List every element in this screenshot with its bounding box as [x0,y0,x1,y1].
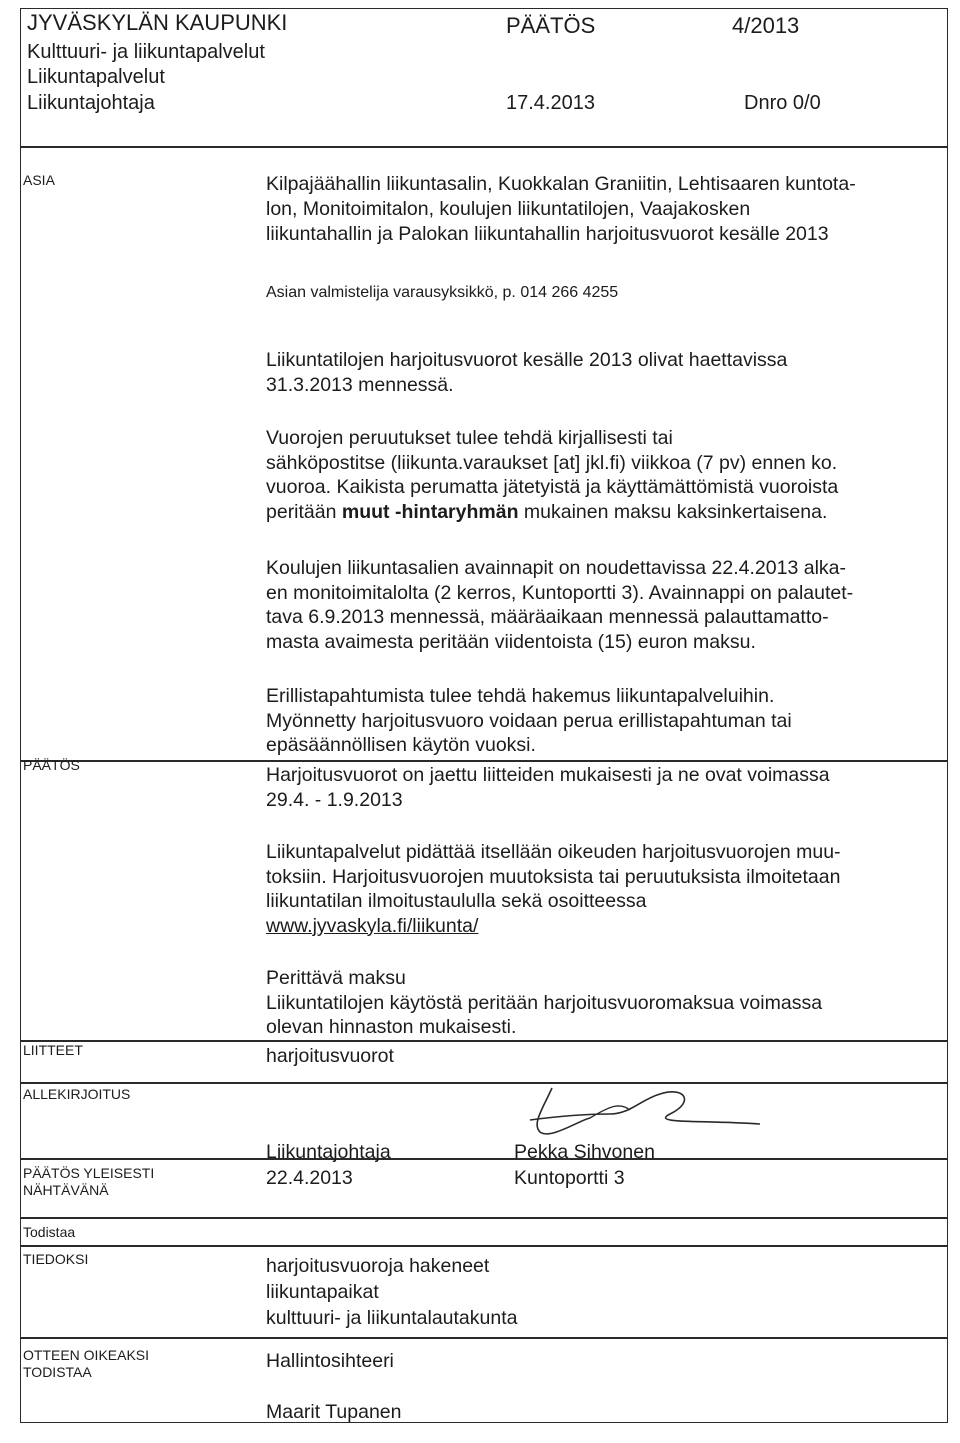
asia-title-line-1: Kilpajäähallin liikuntasalin, Kuokkalan Graniitin, Lehtisaaren kuntota- [266,173,856,195]
label-liitteet: LIITTEET [23,1042,83,1058]
rule-tiedoksi [20,1245,948,1247]
body-para-2-line-1: Vuorojen peruutukset tulee tehdä kirjallisesti tai [266,427,673,449]
body-para-1-line-1: Liikuntatilojen harjoitusvuorot kesälle 2013 olivat haettavissa [266,349,788,371]
asia-valmistelija: Asian valmistelija varausyksikkö, p. 014 266 4255 [266,284,619,301]
otteen-role: Hallintosihteeri [266,1350,394,1372]
unit-line-1: Kulttuuri- ja liikuntapalvelut [27,41,265,63]
signature-name: Pekka Sihvonen [514,1141,655,1163]
price-group-emphasis: muut -hintaryhmän [341,500,519,523]
doc-date: 17.4.2013 [506,92,595,114]
label-nahtavana: NÄHTÄVÄNÄ [23,1182,109,1198]
unit-line-2: Liikuntapalvelut [27,66,165,88]
body-para-3-line-1: Koulujen liikuntasalien avainnapit on noudettavissa 22.4.2013 alka- [266,557,846,579]
label-todistaa-2: TODISTAA [23,1364,92,1380]
rule-liitteet [20,1040,948,1042]
body-para-4-line-2: Myönnetty harjoitusvuoro voidaan perua erillistapahtuman tai [266,709,792,732]
body-para-4-line-1: Erillistapahtumista tulee tehdä hakemus liikuntapalveluihin. [266,685,775,707]
paatos-para-1-line-2: 29.4. - 1.9.2013 [266,788,403,811]
rule-allekirjoitus [20,1082,948,1084]
paatos-para-2-line-4 [266,914,938,939]
otteen-name: Maarit Tupanen [266,1401,402,1423]
paatos-para-2-line-1: Liikuntapalvelut pidättää itsellään oikeuden harjoitusvuorojen muu- [266,841,841,863]
paatos-para-1 [266,763,938,812]
asia-title [266,172,938,247]
label-paatos: PÄÄTÖS [23,757,80,773]
tiedoksi-recipient-2: liikuntapaikat [266,1281,379,1303]
rule-otteen [20,1337,948,1339]
unit-line-3: Liikuntajohtaja [27,92,155,114]
body-para-2-line-4 [266,500,938,525]
liikunta-link[interactable]: www.jyvaskyla.fi/liikunta/ [266,914,479,937]
body-para-2 [266,426,938,524]
paatos-para-2 [266,840,938,938]
rule-paatos [20,760,948,762]
paatos-para-2-line-3: liikuntatilan ilmoitustaululla sekä osoitteessa [266,890,647,912]
body-para-2-line-4-a: peritään [266,500,342,523]
paatos-para-1-line-1: Harjoitusvuorot on jaettu liitteiden mukaisesti ja ne ovat voimassa [266,764,830,786]
signature-date: 22.4.2013 [266,1167,353,1189]
tiedoksi-recipient-1: harjoitusvuoroja hakeneet [266,1255,490,1277]
label-otteen-oikeaksi: OTTEEN OIKEAKSI [23,1347,150,1363]
paatos-para-3-line-3: olevan hinnaston mukaisesti. [266,1016,517,1038]
signature-title: Liikuntajohtaja [266,1141,391,1163]
body-para-3-line-4: masta avaimesta peritään viidentoista (15) euron maksu. [266,630,756,653]
body-para-2-line-4-c: mukainen maksu kaksinkertaisena. [518,500,828,523]
label-paatos-yleisesti: PÄÄTÖS YLEISESTI [23,1165,155,1181]
body-para-2-line-3: vuoroa. Kaikista perumatta jätetyistä ja käyttämättömistä vuoroista [266,476,839,498]
doc-number: 4/2013 [732,13,800,38]
dnro: Dnro 0/0 [744,92,821,114]
tiedoksi-recipient-3: kulttuuri- ja liikuntalautakunta [266,1307,518,1329]
tiedoksi-list [266,1253,938,1331]
doc-type: PÄÄTÖS [506,13,596,38]
body-para-4 [266,684,938,758]
paatos-para-2-line-2: toksiin. Harjoitusvuorojen muutoksista tai peruutuksista ilmoitetaan [266,865,841,888]
liitteet-value: harjoitusvuorot [266,1045,394,1067]
rule-header [20,146,948,148]
paatos-para-3 [266,966,938,1040]
label-todistaa: Todistaa [23,1224,76,1240]
body-para-3-line-2: en monitoimitalolta (2 kerros, Kuntoportti 3). Avainnappi on palautet- [266,581,854,604]
body-para-1 [266,348,938,397]
label-allekirjoitus: ALLEKIRJOITUS [23,1086,131,1102]
body-para-3-line-3: tava 6.9.2013 mennessä, määräaikaan mennessä palauttamatto- [266,606,829,628]
asia-title-line-2: lon, Monitoimitalon, koulujen liikuntatilojen, Vaajakosken [266,198,751,220]
asia-title-line-3: liikuntahallin ja Palokan liikuntahallin harjoitusvuorot kesälle 2013 [266,223,829,245]
body-para-4-line-3: epäsäännöllisen käytön vuoksi. [266,734,536,756]
label-tiedoksi: TIEDOKSI [23,1251,89,1267]
body-para-3 [266,556,938,654]
paatos-para-3-line-2: Liikuntatilojen käytöstä peritään harjoitusvuoromaksua voimassa [266,991,823,1014]
paatos-para-3-line-1: Perittävä maksu [266,967,406,989]
body-para-2-line-2: sähköpostitse (liikunta.varaukset [at] jkl.fi) viikkoa (7 pv) ennen ko. [266,451,838,474]
rule-todistaa [20,1217,948,1219]
body-para-1-line-2: 31.3.2013 mennessä. [266,373,454,396]
label-asia: ASIA [23,172,55,188]
signature-address: Kuntoportti 3 [514,1167,625,1189]
org-name: JYVÄSKYLÄN KAUPUNKI [27,10,288,35]
